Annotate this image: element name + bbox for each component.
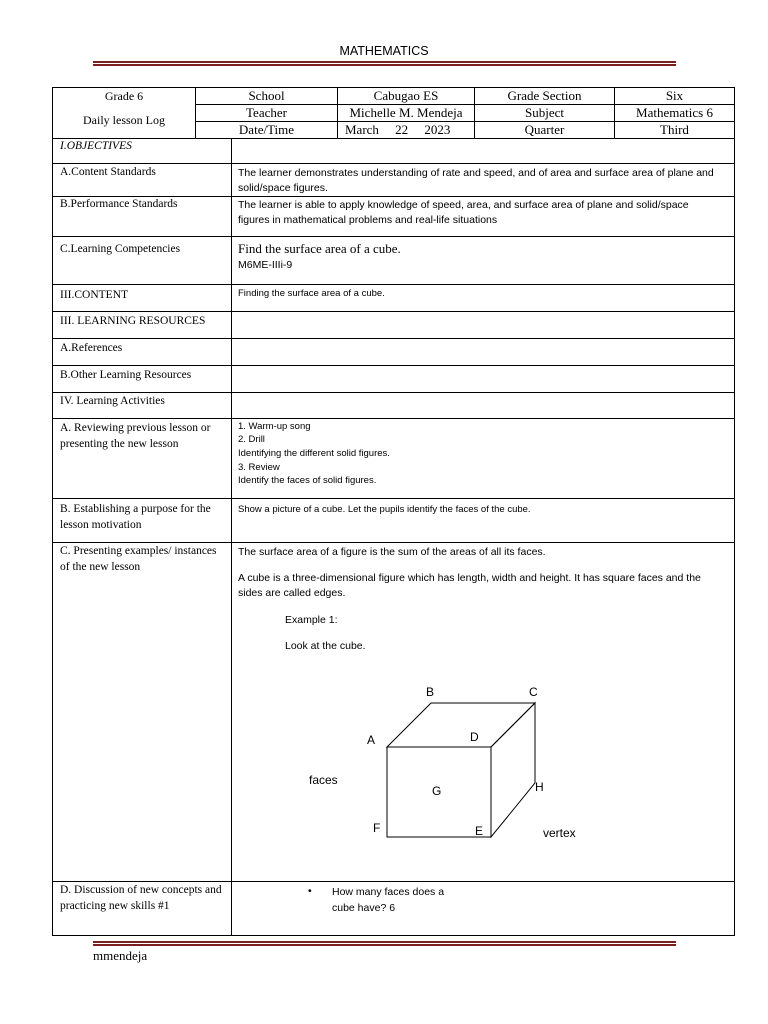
vertex-label-b: B [426,685,435,699]
vertex-label-d: D [470,730,479,744]
school-value: Cabugao ES [373,88,439,103]
content-label: III.CONTENT [60,289,129,301]
date-value: March 22 2023 [345,122,451,137]
learning-resources-label: III. LEARNING RESOURCES [60,315,206,327]
quarter-key: Quarter [524,122,565,137]
bullet-icon: • [308,885,312,897]
reviewing-line-4: 3. Review [238,462,280,473]
cube-side-face [491,703,535,837]
performance-standards-text: The learner is able to apply knowledge of speed, area, and surface area of plane and solid/space figures in mathematical problems and real-life situations [238,199,689,226]
grade-label: Grade 6 [104,89,144,103]
footer-rule [93,941,676,946]
reviewing-line-5: Identify the faces of solid figures. [238,475,377,486]
content-standards-label: A.Content Standards [60,166,156,178]
subject-key: Subject [525,105,564,120]
school-key: School [248,88,285,103]
other-resources-label: B.Other Learning Resources [60,369,192,381]
presenting-paragraph-1: The surface area of a figure is the sum of the areas of all its faces. [238,546,546,558]
reviewing-line-3: Identifying the different solid figures. [238,448,390,459]
subject-value: Mathematics 6 [636,105,713,120]
reviewing-line-2: 2. Drill [238,434,265,445]
objectives-heading: I.OBJECTIVES [60,140,132,152]
header-rule [93,61,676,66]
competency-code: M6ME-IIIi-9 [238,259,293,271]
competencies-label: C.Learning Competencies [60,243,181,255]
content-text: Finding the surface area of a cube. [238,288,385,299]
teacher-value: Michelle M. Mendeja [349,105,463,120]
teacher-key: Teacher [246,105,287,120]
quarter-value: Third [660,122,689,137]
example-label: Example 1: [285,614,338,626]
vertex-label-a: A [367,733,376,747]
purpose-text: Show a picture of a cube. Let the pupils identify the faces of the cube. [238,504,531,515]
vertex-label-c: C [529,685,538,699]
vertex-word-label: vertex [543,826,576,840]
lesson-log-label: Daily lesson Log [83,113,165,127]
reviewing-label: A. Reviewing previous lesson or presenting the new lesson [60,422,211,450]
content-standards-text: The learner demonstrates understanding of rate and speed, and of area and surface area of plane and solid/space figures. [238,167,714,194]
purpose-label: B. Establishing a purpose for the lesson motivation [60,503,211,531]
references-label: A.References [60,342,123,354]
vertex-label-g: G [432,784,442,798]
look-at-cube-text: Look at the cube. [285,640,366,652]
grade-section-key: Grade Section [507,88,582,103]
competencies-text: Find the surface area of a cube. [238,241,401,256]
date-key: Date/Time [238,122,295,137]
vertex-label-h: H [535,780,544,794]
footer-author: mmendeja [93,948,148,963]
grade-section-value: Six [665,88,684,103]
vertex-label-f: F [373,821,381,835]
learning-activities-label: IV. Learning Activities [60,395,165,407]
reviewing-line-1: 1. Warm-up song [238,421,311,432]
cube-figure [290,680,610,850]
vertex-label-e: E [475,824,484,838]
discussion-bullet-text: How many faces does a cube have? 6 [332,886,445,914]
faces-label: faces [309,773,338,787]
performance-standards-label: B.Performance Standards [60,198,178,210]
document-header-title: MATHEMATICS [339,44,429,58]
presenting-label: C. Presenting examples/ instances of the new lesson [60,545,217,573]
discussion-label: D. Discussion of new concepts and practicing new skills #1 [60,884,222,912]
presenting-paragraph-2: A cube is a three-dimensional figure which has length, width and height. It has square faces and the sides are called edges. [238,572,701,599]
